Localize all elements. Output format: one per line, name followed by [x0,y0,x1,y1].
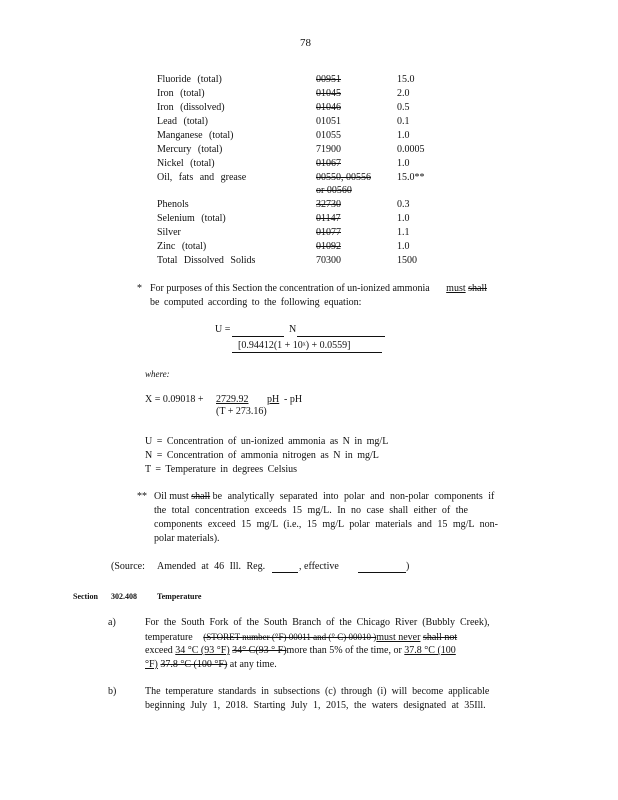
equation-u-denominator: [0.94412(1 + 10ˣ) + 0.0559] [238,340,351,351]
equation-x-tail: - pH [284,394,303,405]
param-storet-code: 00951 [316,74,341,85]
item-a-deleted-shall-not: shall not [422,632,458,643]
param-storet-code: 01067 [316,158,341,169]
item-a-deleted-37c: 37.8 °C (100 °F) [160,659,228,670]
param-value: 1.0 [397,241,410,252]
item-a-inserted-37c: 37.8 °C (100 [404,645,456,656]
source-effective: , effective [299,561,339,572]
footnote2-line1 [154,491,494,503]
section-title: Temperature [157,592,202,601]
param-value: 0.3 [397,199,410,210]
source-close: ) [406,561,410,572]
param-storet-code: 01045 [316,88,341,99]
where-label: where: [145,369,170,379]
item-a-at-any-time: at any time. [229,659,277,670]
definition-n: N = Concentration of ammonia nitrogen as N in mg/L [145,450,379,461]
source-date-blank [358,572,406,573]
footnote2-marker: ** [137,491,147,502]
equation-x-ph: pH [267,394,280,405]
footnote-text-line1 [150,283,534,295]
item-a-temperature: temperature [145,632,193,643]
item-b-line2: beginning July 1, 2018. Starting July 1, 2015, the waters designated at 35Ill. [145,700,486,711]
param-value: 15.0** [397,172,425,183]
footnote-text-a: For purposes of this Section the concentration of un-ionized ammonia [150,283,430,294]
deleted-shall: shall [468,283,488,294]
equation-x-frac-den: (T + 273.16) [216,406,267,417]
definition-t: T = Temperature in degrees Celsius [145,464,298,475]
item-a-deleted-34c: 34° C(93 ° F) [232,645,287,656]
section-number: 302.408 [111,592,137,601]
equation-u-fraction-bar-right [297,336,385,337]
page-number: 78 [300,37,311,49]
param-name: Total Dissolved Solids [157,255,256,266]
equation-u-numerator: N [289,324,297,335]
param-storet-code: 00550, 00556 [316,172,371,183]
param-storet-code-extra: or 00560 [316,185,352,196]
param-value: 1.0 [397,130,410,141]
param-value: 1.0 [397,158,410,169]
item-a-more-than: more than 5% of the time, or [286,645,402,656]
param-storet-code: 01055 [316,130,341,141]
param-value: 15.0 [397,74,415,85]
param-name: Iron (dissolved) [157,102,225,113]
definition-u: U = Concentration of un-ionized ammonia as N in mg/L [145,436,389,447]
param-storet-code: 32730 [316,199,341,210]
equation-u-underline [232,352,382,353]
footnote2-oil-must: Oil must [154,491,189,502]
param-value: 0.1 [397,116,410,127]
param-name: Mercury (total) [157,144,223,155]
param-storet-code: 01077 [316,227,341,238]
param-storet-code: 01092 [316,241,341,252]
param-name: Oil, fats and grease [157,172,247,183]
param-name: Silver [157,227,181,238]
param-storet-code: 71900 [316,144,341,155]
param-name: Manganese (total) [157,130,234,141]
footnote-text-line2: be computed according to the following equation: [150,297,362,308]
item-a-must-never: must never [376,632,421,643]
footnote2-deleted-shall: shall [191,491,211,502]
equation-u-lhs: U = [215,324,231,335]
item-a-line1: For the South Fork of the South Branch of the Chicago River (Bubbly Creek), [145,617,490,628]
param-name: Zinc (total) [157,241,207,252]
equation-x-frac-num: 2729.92 [216,394,249,405]
item-a-exceed: exceed [145,645,173,656]
param-name: Nickel (total) [157,158,215,169]
param-value: 1.0 [397,213,410,224]
param-storet-code: 01046 [316,102,341,113]
item-a-inserted-34c: 34 °C (93 °F) [175,645,230,656]
item-a-letter: a) [108,617,116,628]
param-name: Phenols [157,199,189,210]
param-value: 2.0 [397,88,410,99]
param-value: 0.5 [397,102,410,113]
inserted-must: must [446,283,466,294]
param-name: Selenium (total) [157,213,226,224]
footnote2-line2: the total concentration exceeds 15 mg/L. In no case shall either of the [154,505,468,516]
param-name: Fluoride (total) [157,74,222,85]
item-b-letter: b) [108,686,117,697]
param-value: 1500 [397,255,417,266]
param-storet-code: 01147 [316,213,341,224]
item-b-line1: The temperature standards in subsections (c) through (i) will become applicable [145,686,490,697]
item-a-line3 [145,645,456,657]
footnote-marker: * [137,283,142,294]
item-a-inserted-f: °F) [145,659,158,670]
footnote2-line4: polar materials). [154,533,220,544]
source-reg-blank [272,572,298,573]
source-amended: Amended at 46 Ill. Reg. [157,561,266,572]
param-value: 1.1 [397,227,410,238]
item-a-line2 [145,631,457,644]
param-name: Iron (total) [157,88,205,99]
source-open: (Source: [111,561,145,572]
param-storet-code: 01051 [316,116,341,127]
item-a-line4 [145,659,277,671]
equation-x-lhs: X = 0.09018 + [145,394,204,405]
item-a-deleted-storet: (STORET number (°F) 00011 and (° C) 00010 ) [203,632,377,642]
section-label: Section [73,592,98,601]
param-value: 0.0005 [397,144,425,155]
param-storet-code: 70300 [316,255,341,266]
footnote2-line3: components exceed 15 mg/L (i.e., 15 mg/L polar materials and 15 mg/L non- [154,519,498,530]
equation-u-fraction-bar-left [232,336,284,337]
param-name: Lead (total) [157,116,208,127]
footnote2-rest: be analytically separated into polar and non-polar components if [212,491,495,502]
